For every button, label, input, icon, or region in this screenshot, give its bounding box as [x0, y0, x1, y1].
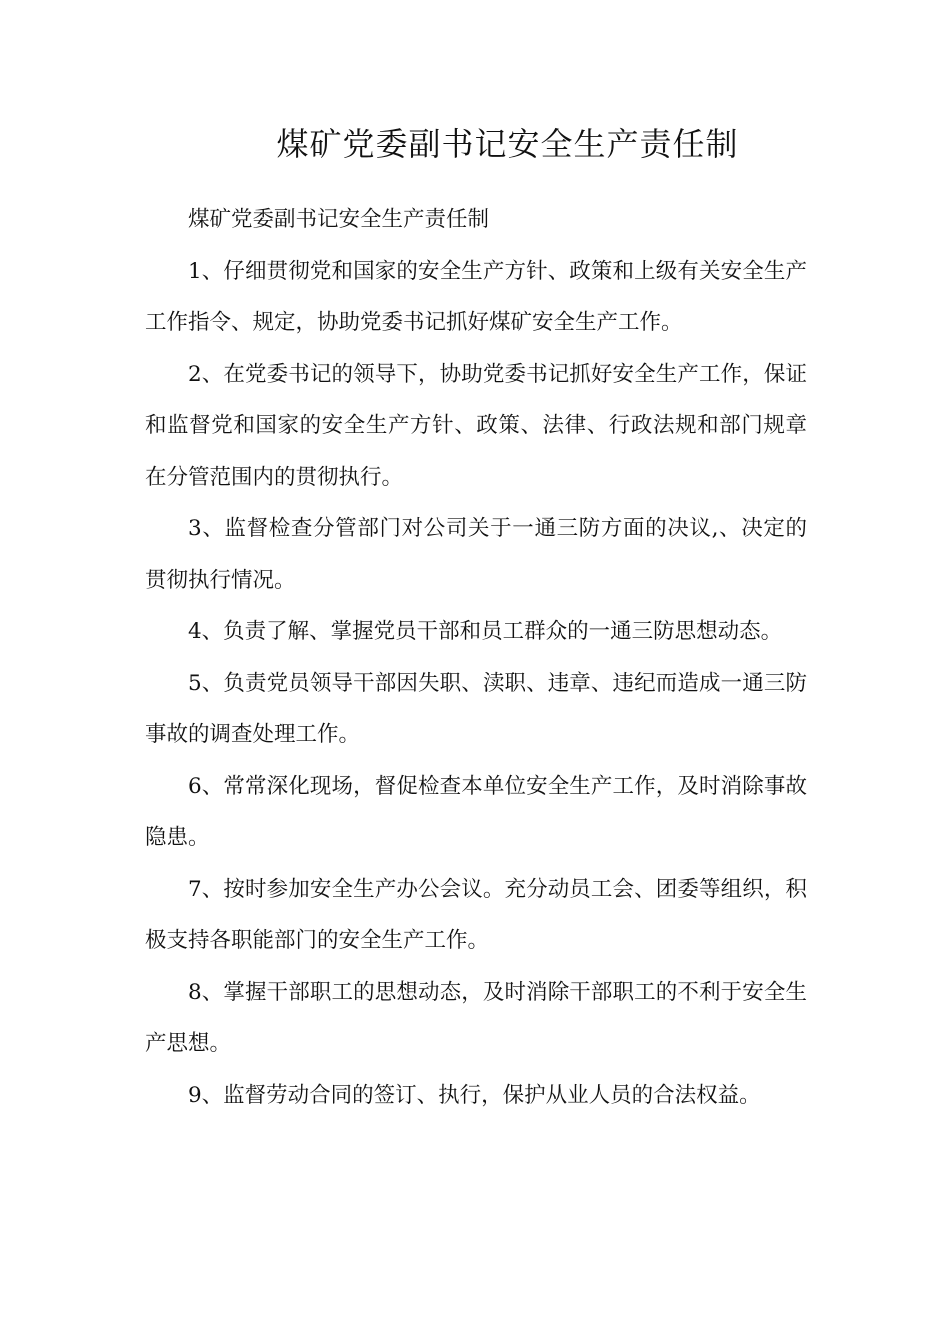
- document-title: 煤矿党委副书记安全生产责任制: [276, 125, 739, 163]
- clause-6: 6、常常深化现场，督促检查本单位安全生产工作，及时消除事故隐患。: [145, 773, 807, 850]
- subtitle-paragraph: 煤矿党委副书记安全生产责任制: [188, 207, 490, 232]
- clause-1: 1、仔细贯彻党和国家的安全生产方针、政策和上级有关安全生产工作指令、规定，协助党委书记抓好煤矿安全生产工作。: [145, 258, 807, 335]
- clause-2: 2、在党委书记的领导下，协助党委书记抓好安全生产工作，保证和监督党和国家的安全生产方针、政策、法律、行政法规和部门规章在分管范围内的贯彻执行。: [145, 361, 807, 490]
- clause-3: 3、监督检查分管部门对公司关于一通三防方面的决议,、决定的贯彻执行情况。: [145, 516, 807, 593]
- clause-9: 9、监督劳动合同的签订、执行，保护从业人员的合法权益。: [188, 1082, 761, 1108]
- clause-4: 4、负责了解、掌握党员干部和员工群众的一通三防思想动态。: [188, 619, 783, 644]
- clause-8: 8、掌握干部职工的思想动态，及时消除干部职工的不利于安全生产思想。: [145, 979, 807, 1056]
- clause-7: 7、按时参加安全生产办公会议。充分动员工会、团委等组织，积极支持各职能部门的安全生产工作。: [145, 876, 807, 953]
- document-body: [145, 194, 807, 1121]
- clause-5: 5、负责党员领导干部因失职、渎职、违章、违纪而造成一通三防事故的调查处理工作。: [145, 670, 807, 747]
